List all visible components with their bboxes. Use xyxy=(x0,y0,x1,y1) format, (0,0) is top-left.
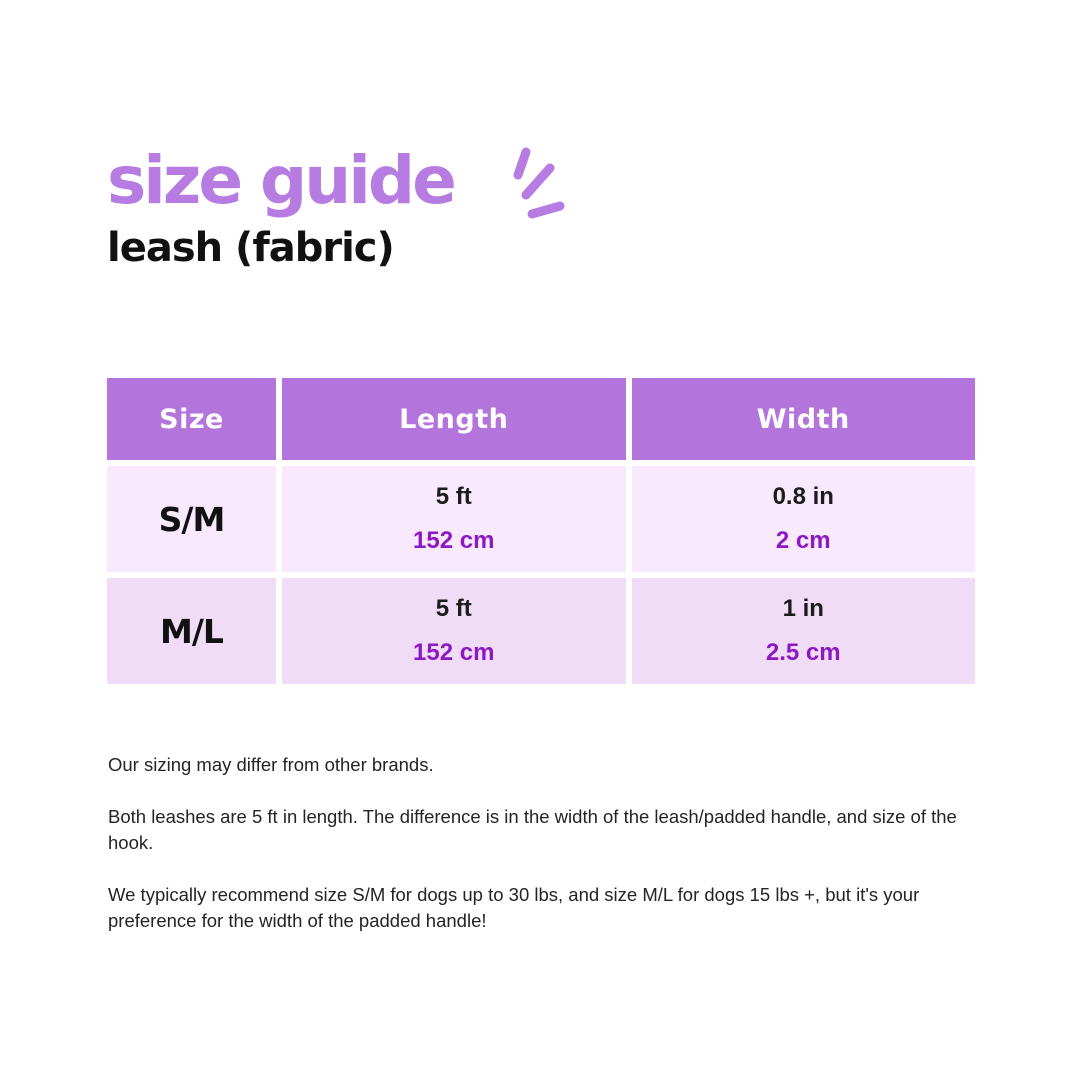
table-cell-length-sm xyxy=(282,466,626,572)
table-header-width: Width xyxy=(632,378,976,460)
sparkle-icon xyxy=(497,143,567,223)
size-label: S/M xyxy=(158,499,225,539)
table-cell-width-ml xyxy=(632,578,976,684)
table-cell-size-sm xyxy=(107,466,276,572)
width-imperial-value: 1 in xyxy=(782,595,824,622)
size-label: M/L xyxy=(160,611,223,651)
width-imperial-value: 0.8 in xyxy=(772,483,834,510)
page-subtitle: leash (fabric) xyxy=(107,225,394,271)
width-metric-value: 2.5 cm xyxy=(765,639,841,666)
table-header-length: Length xyxy=(282,378,626,460)
note-sizing-differs: Our sizing may differ from other brands. xyxy=(108,754,434,775)
note-size-recommendation: We typically recommend size S/M for dogs up to 30 lbs, and size M/L for dogs 15 lbs +, but it's your preference for the width of the padded handle! xyxy=(108,884,920,931)
table-header-size: Size xyxy=(107,378,276,460)
table-cell-width-sm xyxy=(632,466,976,572)
table-cell-size-ml xyxy=(107,578,276,684)
width-metric-value: 2 cm xyxy=(775,527,831,554)
length-imperial-value: 5 ft xyxy=(435,595,472,622)
notes-section xyxy=(108,752,964,960)
page-title: size guide xyxy=(107,142,454,219)
table-cell-length-ml xyxy=(282,578,626,684)
length-imperial-value: 5 ft xyxy=(435,483,472,510)
note-length-difference: Both leashes are 5 ft in length. The difference is in the width of the leash/padded handle, and size of the hook. xyxy=(108,806,957,853)
length-metric-value: 152 cm xyxy=(413,527,495,554)
size-table xyxy=(107,378,975,684)
page-header xyxy=(107,142,454,271)
length-metric-value: 152 cm xyxy=(413,639,495,666)
